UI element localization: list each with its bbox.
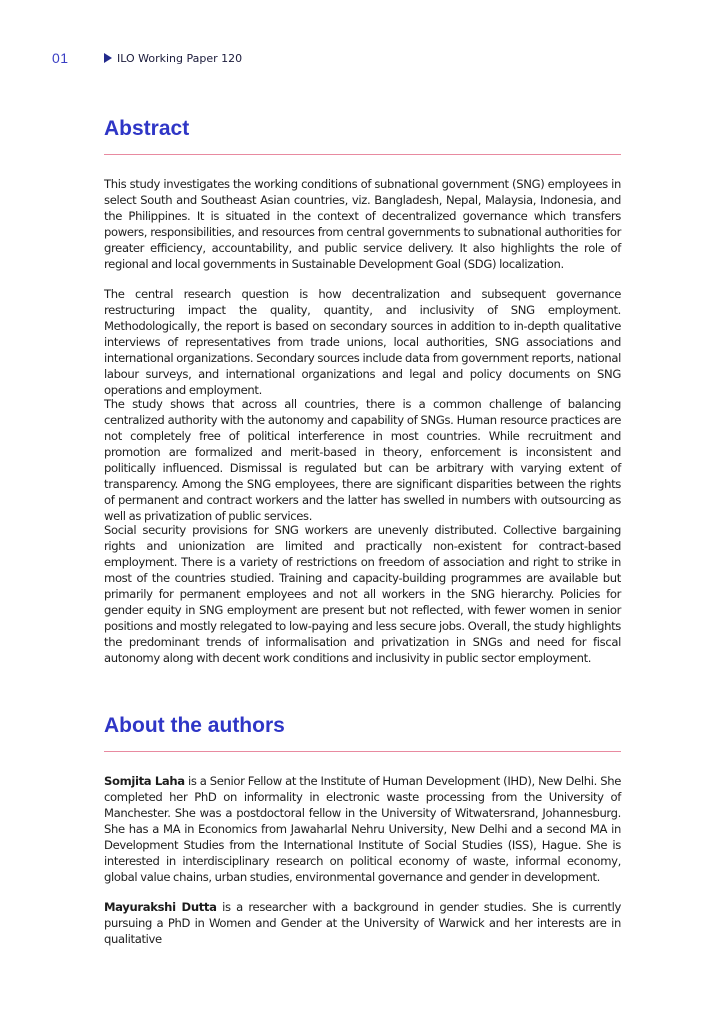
author-bio-1 [104,773,621,885]
abstract-text-4: Social security provisions for SNG workers are unevenly distributed. Collective bargaining rights and unionization are limited and practically non-existent for contract-based employment. There is a variety of restrictions on freedom of association and right to strike in most of the countries studied. Training and capacity-building programmes are available but primarily for permanent employees and not all workers in the SNG hierarchy. Policies for gender equity in SNG employment are present but not reflected, with fewer women in senior positions and mostly relegated to low-paying and less secure jobs. Overall, the study highlights the predominant trends of informalisation and privatization in SNGs and need for fiscal autonomy along with decent work conditions and inclusivity in public sector employment. [104,523,621,665]
abstract-paragraph-2 [104,286,621,398]
series-title: ILO Working Paper 120 [117,51,243,65]
authors-heading: About the authors [104,714,285,737]
abstract-divider [104,154,621,155]
abstract-paragraph-4 [104,522,621,666]
page-header [52,50,242,66]
author-bio-2 [104,899,621,947]
play-arrow-icon [104,53,112,63]
author-name-1: Somjita Laha [104,774,185,788]
page-number: 01 [52,50,69,66]
abstract-paragraph-3 [104,396,621,524]
abstract-heading: Abstract [104,117,190,140]
author-bio-text-1: is a Senior Fellow at the Institute of Human Development (IHD), New Delhi. She completed her PhD on informality in electronic waste processing from the University of Manchester. She was a postdoctoral fellow in the University of Witwatersrand, Johannesburg. She has a MA in Economics from Jawaharlal Nehru University, New Delhi and a second MA in Development Studies from the International Institute of Social Studies (ISS), Hague. She is interested in interdisciplinary research on political economy of waste, informal economy, global value chains, urban studies, environmental governance and gender in development. [104,774,621,884]
author-name-2: Mayurakshi Dutta [104,900,217,914]
abstract-text-3: The study shows that across all countries, there is a common challenge of balancing centralized authority with the autonomy and capability of SNGs. Human resource practices are not completely free of political interference in most countries. While recruitment and promotion are formalized and merit-based in theory, enforcement is inconsistent and politically influenced. Dismissal is regulated but can be arbitrary with varying extent of transparency. Among the SNG employees, there are significant disparities between the rights of permanent and contract workers and the latter has swelled in numbers with outsourcing as well as privatization of public services. [104,397,621,523]
abstract-text-2: The central research question is how decentralization and subsequent governance restructuring impact the quality, quantity, and inclusivity of SNG employment. Methodologically, the report is based on secondary sources in addition to in-depth qualitative interviews of representatives from trade unions, local authorities, SNG associations and international organizations. Secondary sources include data from government reports, national labour surveys, and international organizations and legal and policy documents on SNG operations and employment. [104,287,621,397]
abstract-paragraph-1 [104,176,621,272]
authors-divider [104,751,621,752]
abstract-text-1: This study investigates the working conditions of subnational government (SNG) employees in select South and Southeast Asian countries, viz. Bangladesh, Nepal, Malaysia, Indonesia, and the Philippines. It is situated in the context of decentralized governance which transfers powers, responsibilities, and resources from central governments to subnational authorities for greater efficiency, accountability, and public service delivery. It also highlights the role of regional and local governments in Sustainable Development Goal (SDG) localization. [104,177,621,271]
author-bio-text-2: is a researcher with a background in gender studies. She is currently pursuing a PhD in Women and Gender at the University of Warwick and her interests are in qualitative [104,900,621,946]
